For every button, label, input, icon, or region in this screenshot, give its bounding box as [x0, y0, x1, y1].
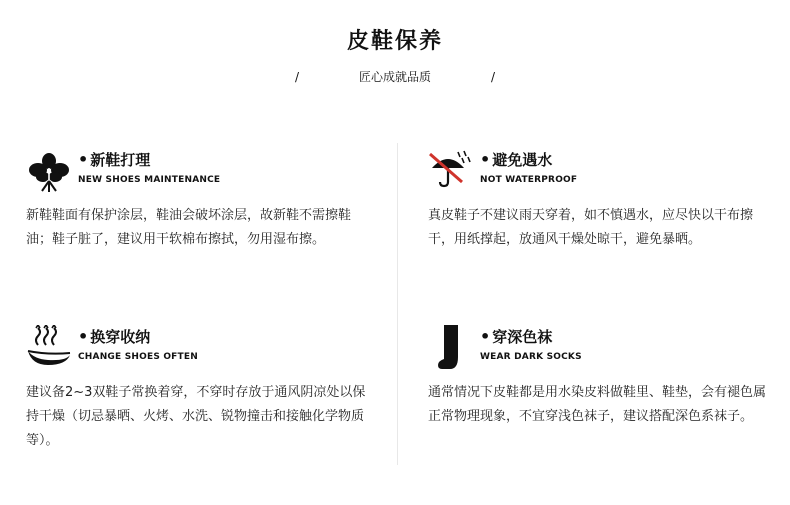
page-title: 皮鞋保养: [346, 29, 443, 54]
subtitle-slash-left: /: [294, 70, 299, 84]
subtitle-slash-right: /: [491, 70, 496, 84]
section-subtitle-en: CHANGE SHOES OFTEN: [78, 352, 198, 362]
cotton-flower-icon: [26, 148, 72, 194]
section-title-text: 新鞋打理: [90, 151, 151, 169]
section-subtitle-en: NEW SHOES MAINTENANCE: [78, 175, 221, 185]
page-subtitle: 匠心成就品质: [358, 70, 431, 84]
section-title: • 穿深色袜: [480, 327, 553, 346]
no-umbrella-rain-icon: [428, 148, 474, 194]
section-body: 建议备2~3双鞋子常换着穿，不穿时存放于通风阴凉处以保持干燥（切忌暴晒、火烤、水洗、锐物撞击和接触化学物质等）。: [26, 385, 366, 448]
dark-sock-icon: [428, 325, 474, 371]
section-body: 通常情况下皮鞋都是用水染皮料做鞋里、鞋垫，会有褪色属正常物理现象，不宜穿浅色袜子，建议搭配深色系袜子。: [428, 385, 767, 424]
page-subtitle-row: [0, 68, 790, 85]
section-title-text: 换穿收纳: [90, 328, 151, 346]
section-title: • 换穿收纳: [78, 327, 151, 346]
section-title-text: 避免遇水: [492, 151, 553, 169]
section-subtitle-en: WEAR DARK SOCKS: [480, 352, 582, 362]
ventilation-shoe-icon: [26, 325, 72, 371]
section-body: 真皮鞋子不建议雨天穿着，如不慎遇水，应尽快以干布擦干，用纸撑起，放通风干燥处晾干，避免暴晒。: [428, 208, 754, 247]
center-divider: [397, 143, 398, 465]
section-title: • 新鞋打理: [78, 150, 151, 169]
section-body: 新鞋鞋面有保护涂层，鞋油会破坏涂层，故新鞋不需擦鞋油；鞋子脏了，建议用干软棉布擦拭，勿用湿布擦。: [26, 208, 352, 247]
section-title: • 避免遇水: [480, 150, 553, 169]
section-title-text: 穿深色袜: [492, 328, 553, 346]
section-subtitle-en: NOT WATERPROOF: [480, 175, 578, 185]
